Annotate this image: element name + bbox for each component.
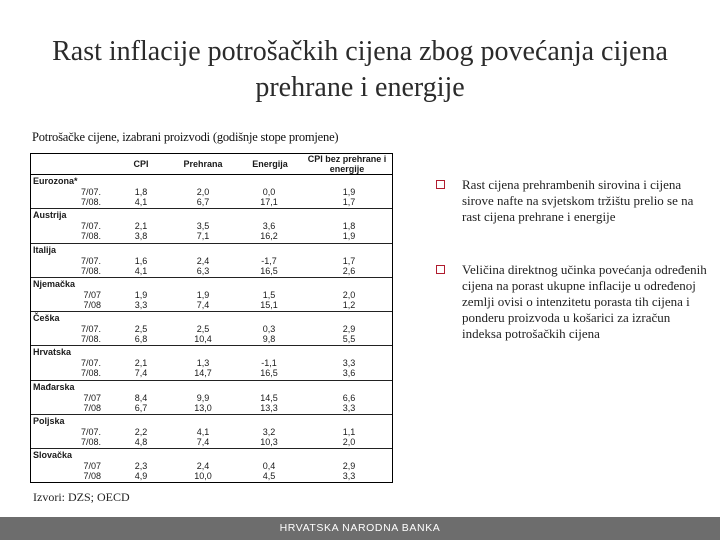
cpi-cell: 1,9 xyxy=(134,289,148,300)
cpi-cell: 2,5 xyxy=(134,324,148,335)
table-row xyxy=(31,437,392,448)
table-row xyxy=(31,231,392,242)
footer-bank-name: HRVATSKA NARODNA BANKA xyxy=(0,517,720,540)
country-group xyxy=(31,449,392,483)
energy-cell: -1,7 xyxy=(261,255,277,266)
period-cell: 7/07 xyxy=(83,392,101,403)
header-food: Prehrana xyxy=(183,159,223,169)
core-cell: 1,1 xyxy=(342,427,356,438)
core-cell: 1,7 xyxy=(342,197,356,207)
period-cell: 7/07 xyxy=(83,289,101,300)
food-cell: 10,4 xyxy=(194,334,212,345)
cpi-cell: 3,3 xyxy=(134,299,148,310)
country-group xyxy=(31,415,392,449)
country-name: Njemačka xyxy=(33,278,76,289)
energy-cell: 3,6 xyxy=(262,221,276,232)
food-cell: 10,0 xyxy=(194,471,212,482)
energy-cell: -1,1 xyxy=(261,358,277,369)
core-cell: 3,6 xyxy=(342,368,356,379)
country-name: Austrija xyxy=(33,210,67,221)
bullet-2 xyxy=(437,262,712,342)
core-cell: 2,9 xyxy=(342,461,356,472)
table-row xyxy=(31,266,392,277)
table-header xyxy=(31,154,392,175)
energy-cell: 1,5 xyxy=(262,289,276,300)
core-cell: 2,0 xyxy=(342,437,356,448)
cpi-cell: 7,4 xyxy=(134,368,148,379)
cpi-cell: 2,1 xyxy=(134,221,148,232)
cpi-cell: 4,1 xyxy=(134,197,148,207)
country-group xyxy=(31,278,392,312)
core-cell: 3,3 xyxy=(342,402,356,413)
cpi-cell: 3,8 xyxy=(134,231,148,242)
country-name: Mađarska xyxy=(33,381,75,392)
period-cell: 7/07. xyxy=(80,427,101,438)
table-row xyxy=(31,403,392,414)
country-name: Poljska xyxy=(33,416,65,427)
period-cell: 7/08. xyxy=(80,231,101,242)
core-cell: 2,0 xyxy=(342,289,356,300)
energy-cell: 0,4 xyxy=(262,461,276,472)
period-cell: 7/07. xyxy=(80,221,101,232)
food-cell: 2,5 xyxy=(196,324,210,335)
country-name: Italija xyxy=(33,244,57,255)
period-cell: 7/08. xyxy=(80,197,101,207)
header-core: CPI bez prehrane i energije xyxy=(307,154,387,174)
energy-cell: 17,1 xyxy=(260,197,278,207)
period-cell: 7/07. xyxy=(80,255,101,266)
energy-cell: 16,5 xyxy=(260,265,278,276)
header-energy: Energija xyxy=(252,159,288,169)
food-cell: 4,1 xyxy=(196,427,210,438)
core-cell: 1,9 xyxy=(342,231,356,242)
food-cell: 1,9 xyxy=(196,289,210,300)
country-name: Češka xyxy=(33,313,60,324)
cpi-cell: 4,9 xyxy=(134,471,148,482)
energy-cell: 9,8 xyxy=(262,334,276,345)
food-cell: 13,0 xyxy=(194,402,212,413)
cpi-cell: 2,3 xyxy=(134,461,148,472)
energy-cell: 4,5 xyxy=(262,471,276,482)
country-group xyxy=(31,175,392,209)
cpi-cell: 4,8 xyxy=(134,437,148,448)
header-cpi: CPI xyxy=(133,159,149,169)
bullet-1-text: Rast cijena prehrambenih sirovina i cijena sirove nafte na svjetskom tržištu prelio se na rast cijena prehrane i energije xyxy=(462,177,694,224)
square-bullet-icon xyxy=(436,180,445,189)
cpi-cell: 2,1 xyxy=(134,358,148,369)
slide-title: Rast inflacije potrošačkih cijena zbog povećanja cijena prehrane i energije xyxy=(52,36,668,103)
bullet-2-text: Veličina direktnog učinka povećanja određenih cijena na porast ukupne inflacije u određenoj zemlji ovisi o intenzitetu porasta tih cijena i ponderu proizvoda u košarici za izračun indeksa potrošačkih cijena xyxy=(462,262,707,341)
core-cell: 2,9 xyxy=(342,324,356,335)
food-cell: 1,3 xyxy=(196,358,210,369)
country-group xyxy=(31,381,392,415)
cpi-cell: 4,1 xyxy=(134,265,148,276)
energy-cell: 0,3 xyxy=(262,324,276,335)
core-cell: 5,5 xyxy=(342,334,356,345)
table-body xyxy=(31,175,392,484)
food-cell: 2,4 xyxy=(196,255,210,266)
cpi-cell: 1,8 xyxy=(134,187,148,197)
core-cell: 1,2 xyxy=(342,299,356,310)
country-name: Eurozona* xyxy=(33,176,78,186)
food-cell: 2,4 xyxy=(196,461,210,472)
cpi-cell: 2,2 xyxy=(134,427,148,438)
period-cell: 7/08 xyxy=(83,402,101,413)
core-cell: 3,3 xyxy=(342,358,356,369)
energy-cell: 0,0 xyxy=(262,187,276,197)
inflation-table xyxy=(30,153,393,483)
core-cell: 1,8 xyxy=(342,221,356,232)
core-cell: 3,3 xyxy=(342,471,356,482)
period-cell: 7/08. xyxy=(80,265,101,276)
energy-cell: 13,3 xyxy=(260,402,278,413)
food-cell: 3,5 xyxy=(196,221,210,232)
food-cell: 6,7 xyxy=(196,197,210,207)
table-row xyxy=(31,368,392,379)
source-note: Izvori: DZS; OECD xyxy=(33,490,130,504)
food-cell: 2,0 xyxy=(196,187,210,197)
country-name: Slovačka xyxy=(33,450,73,461)
food-cell: 7,1 xyxy=(196,231,210,242)
country-name: Hrvatska xyxy=(33,347,72,358)
core-cell: 6,6 xyxy=(342,392,356,403)
cpi-cell: 6,7 xyxy=(134,402,148,413)
period-cell: 7/07. xyxy=(80,324,101,335)
energy-cell: 16,5 xyxy=(260,368,278,379)
table-subtitle: Potrošačke cijene, izabrani proizvodi (godišnje stope promjene) xyxy=(32,130,339,144)
table-row xyxy=(31,471,392,482)
country-group xyxy=(31,312,392,346)
period-cell: 7/08 xyxy=(83,299,101,310)
energy-cell: 3,2 xyxy=(262,427,276,438)
country-group xyxy=(31,346,392,380)
period-cell: 7/08 xyxy=(83,471,101,482)
period-cell: 7/07. xyxy=(80,358,101,369)
table-row xyxy=(31,300,392,311)
country-group xyxy=(31,244,392,278)
core-cell: 1,9 xyxy=(342,187,356,197)
food-cell: 7,4 xyxy=(196,437,210,448)
table-row xyxy=(31,334,392,345)
country-group xyxy=(31,209,392,243)
square-bullet-icon xyxy=(436,265,445,274)
food-cell: 14,7 xyxy=(194,368,212,379)
core-cell: 1,7 xyxy=(342,255,356,266)
period-cell: 7/07 xyxy=(83,461,101,472)
cpi-cell: 6,8 xyxy=(134,334,148,345)
core-cell: 2,6 xyxy=(342,265,356,276)
energy-cell: 14,5 xyxy=(260,392,278,403)
food-cell: 6,3 xyxy=(196,265,210,276)
cpi-cell: 1,6 xyxy=(134,255,148,266)
period-cell: 7/08. xyxy=(80,437,101,448)
table-row xyxy=(31,197,392,208)
food-cell: 7,4 xyxy=(196,299,210,310)
period-cell: 7/08. xyxy=(80,368,101,379)
period-cell: 7/08. xyxy=(80,334,101,345)
period-cell: 7/07. xyxy=(80,187,101,197)
bullet-1 xyxy=(437,177,712,225)
cpi-cell: 8,4 xyxy=(134,392,148,403)
energy-cell: 10,3 xyxy=(260,437,278,448)
food-cell: 9,9 xyxy=(196,392,210,403)
energy-cell: 16,2 xyxy=(260,231,278,242)
energy-cell: 15,1 xyxy=(260,299,278,310)
